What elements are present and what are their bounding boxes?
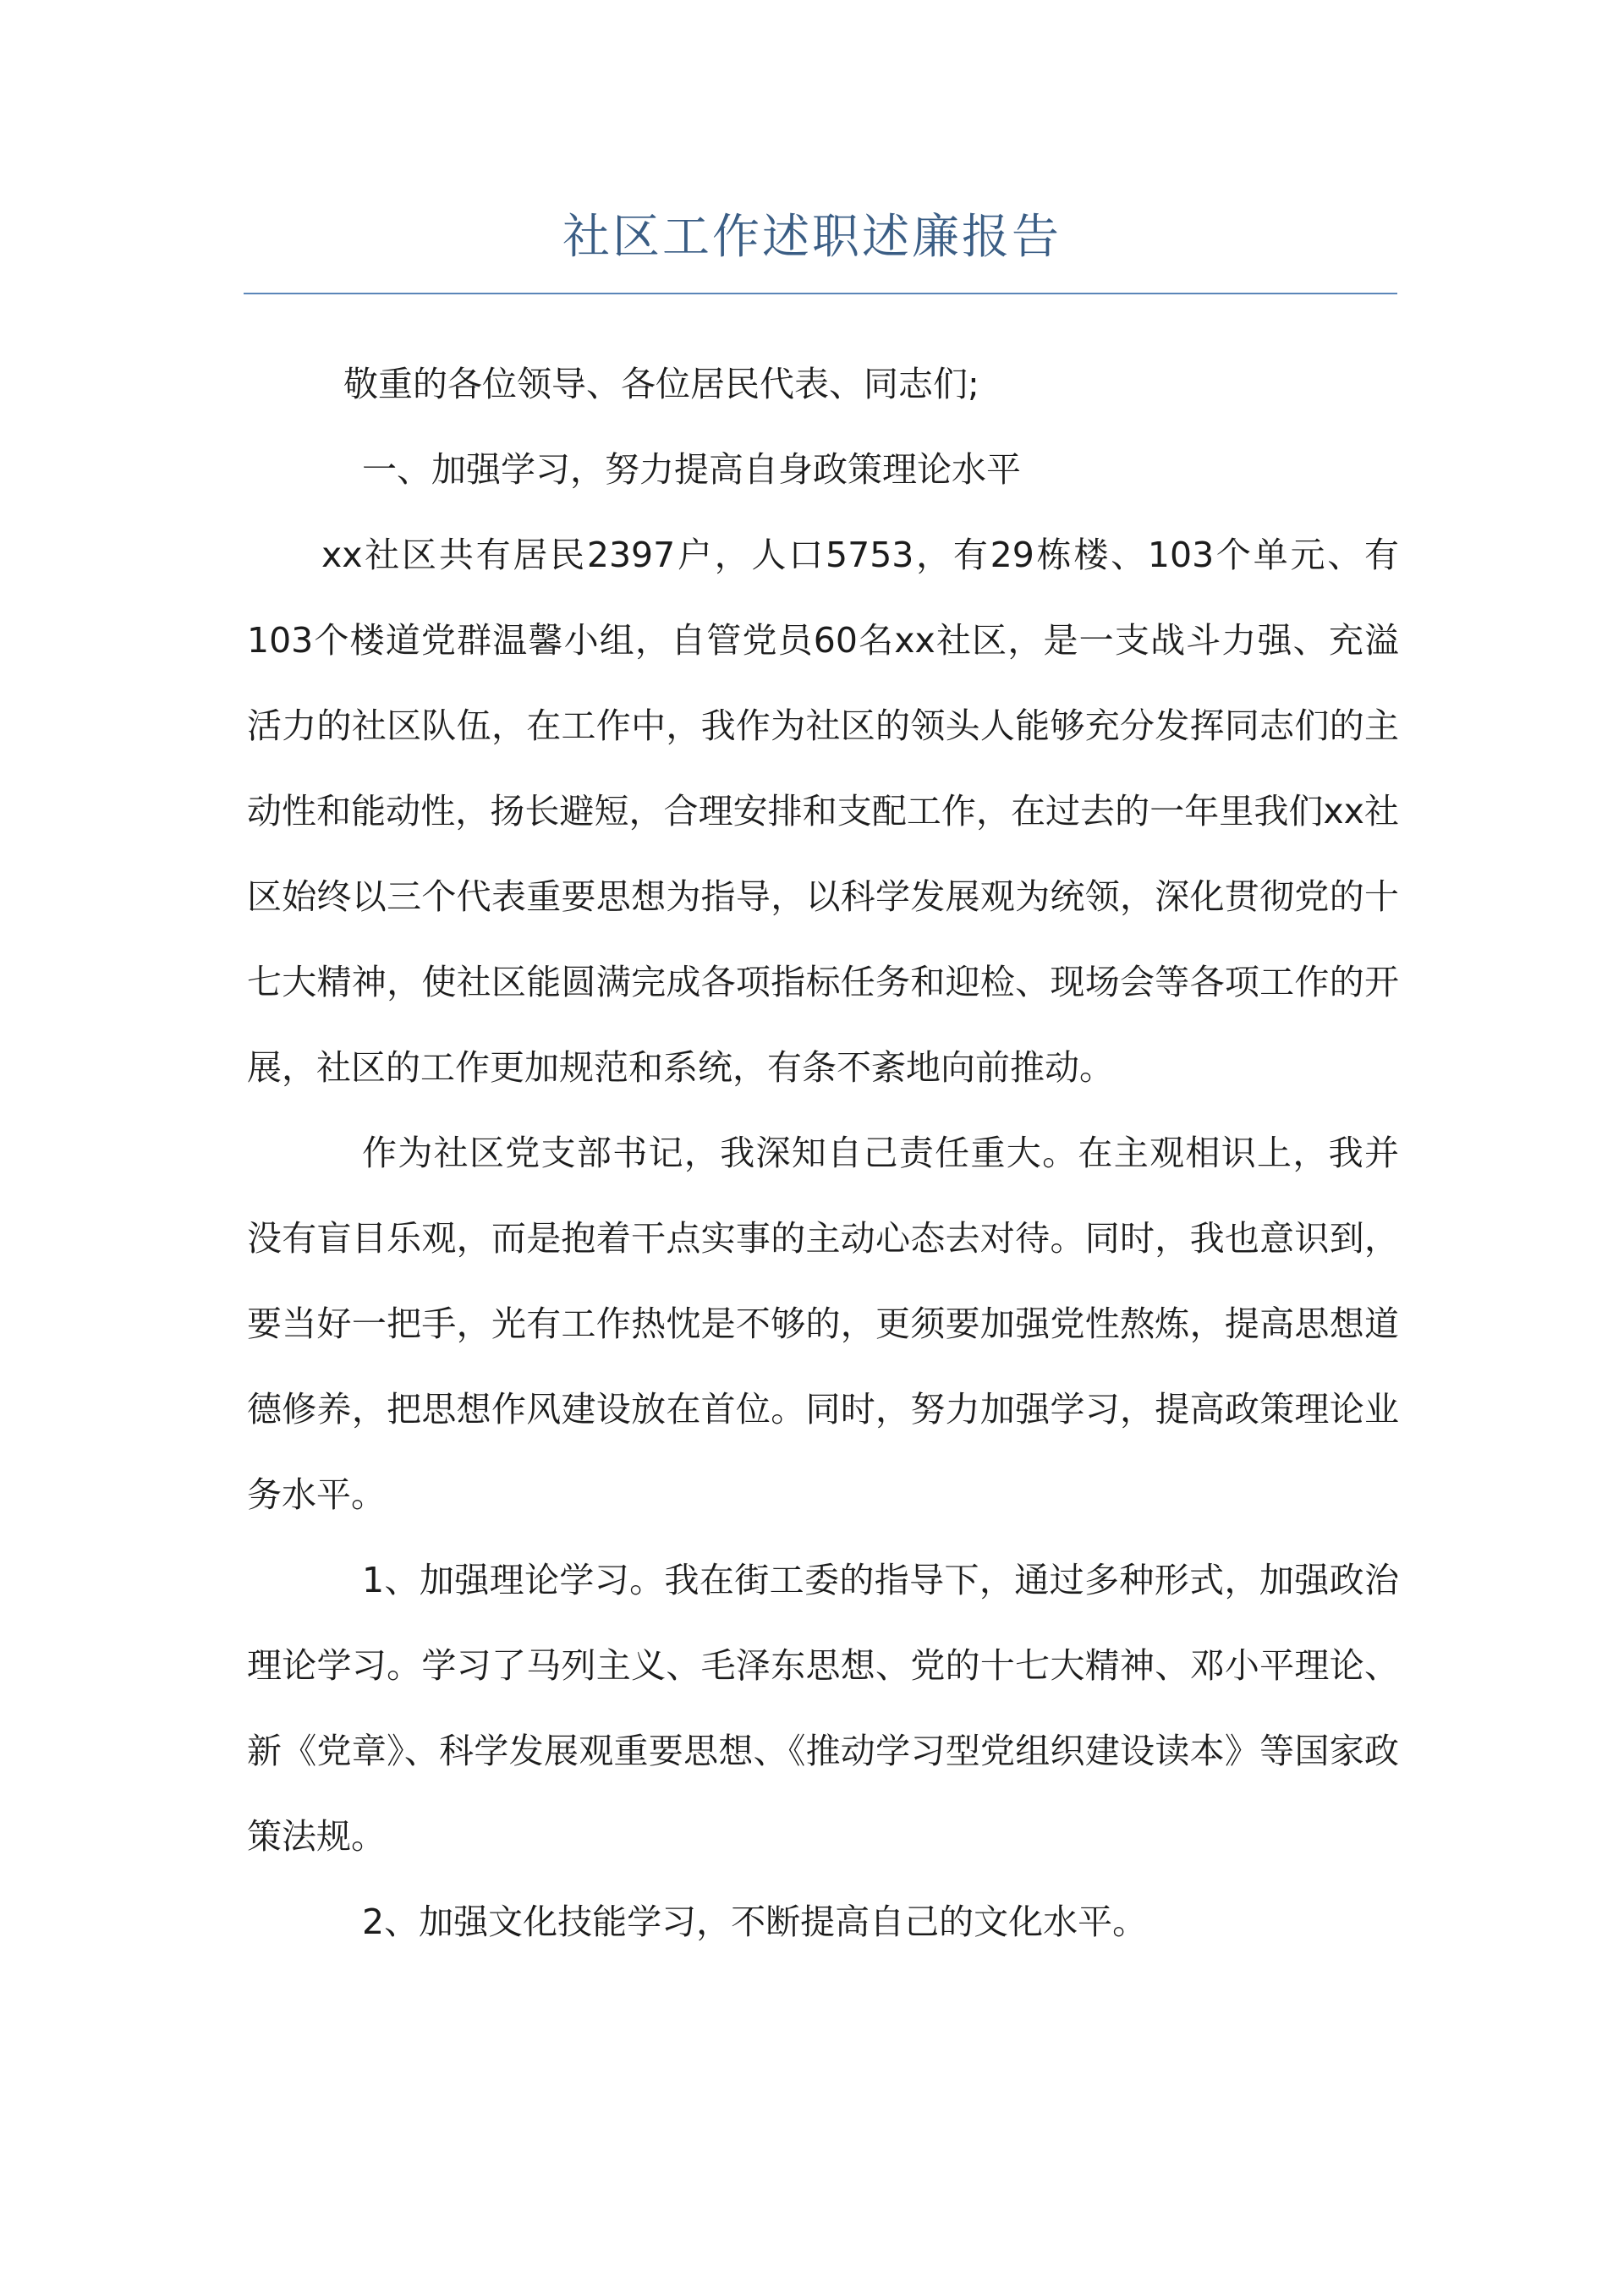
body-paragraph: 作为社区党支部书记，我深知自己责任重大。在主观相识上，我并没有盲目乐观，而是抱着干点实事的主动心态去对待。同时，我也意识到，要当好一把手，光有工作热忱是不够的，更须要加强党性熬炼，提高思想道德修养，把思想作风建设放在首位。同时，努力加强学习，提高政策理论业务水平。 bbox=[247, 1133, 1399, 1515]
greeting-paragraph: 敬重的各位领导、各位居民代表、同志们; bbox=[343, 364, 979, 404]
document-body bbox=[247, 342, 1399, 1965]
title-divider bbox=[244, 293, 1397, 294]
document-title: 社区工作述职述廉报告 bbox=[562, 210, 1062, 265]
section-heading: 一、加强学习，努力提高自身政策理论水平 bbox=[362, 449, 1021, 490]
body-paragraph: xx社区共有居民2397户，人口5753，有29栋楼、103个单元、有103个楼道党群温馨小组，自管党员60名xx社区，是一支战斗力强、充溢活力的社区队伍，在工作中，我作为社区的领头人能够充分发挥同志们的主动性和能动性，扬长避短，合理安排和支配工作，在过去的一年里我们xx社区始终以三个代表重要思想为指导，以科学发展观为统领，深化贯彻党的十七大精神，使社区能圆满完成各项指标任务和迎检、现场会等各项工作的开展，社区的工作更加规范和系统，有条不紊地向前推动。 bbox=[247, 535, 1399, 1088]
list-item-paragraph: 1、加强理论学习。我在街工委的指导下，通过多种形式，加强政治理论学习。学习了马列主义、毛泽东思想、党的十七大精神、邓小平理论、新《党章》、科学发展观重要思想、《推动学习型党组织建设读本》等国家政策法规。 bbox=[247, 1560, 1399, 1857]
list-item-paragraph: 2、加强文化技能学习，不断提高自己的文化水平。 bbox=[362, 1902, 1148, 1942]
